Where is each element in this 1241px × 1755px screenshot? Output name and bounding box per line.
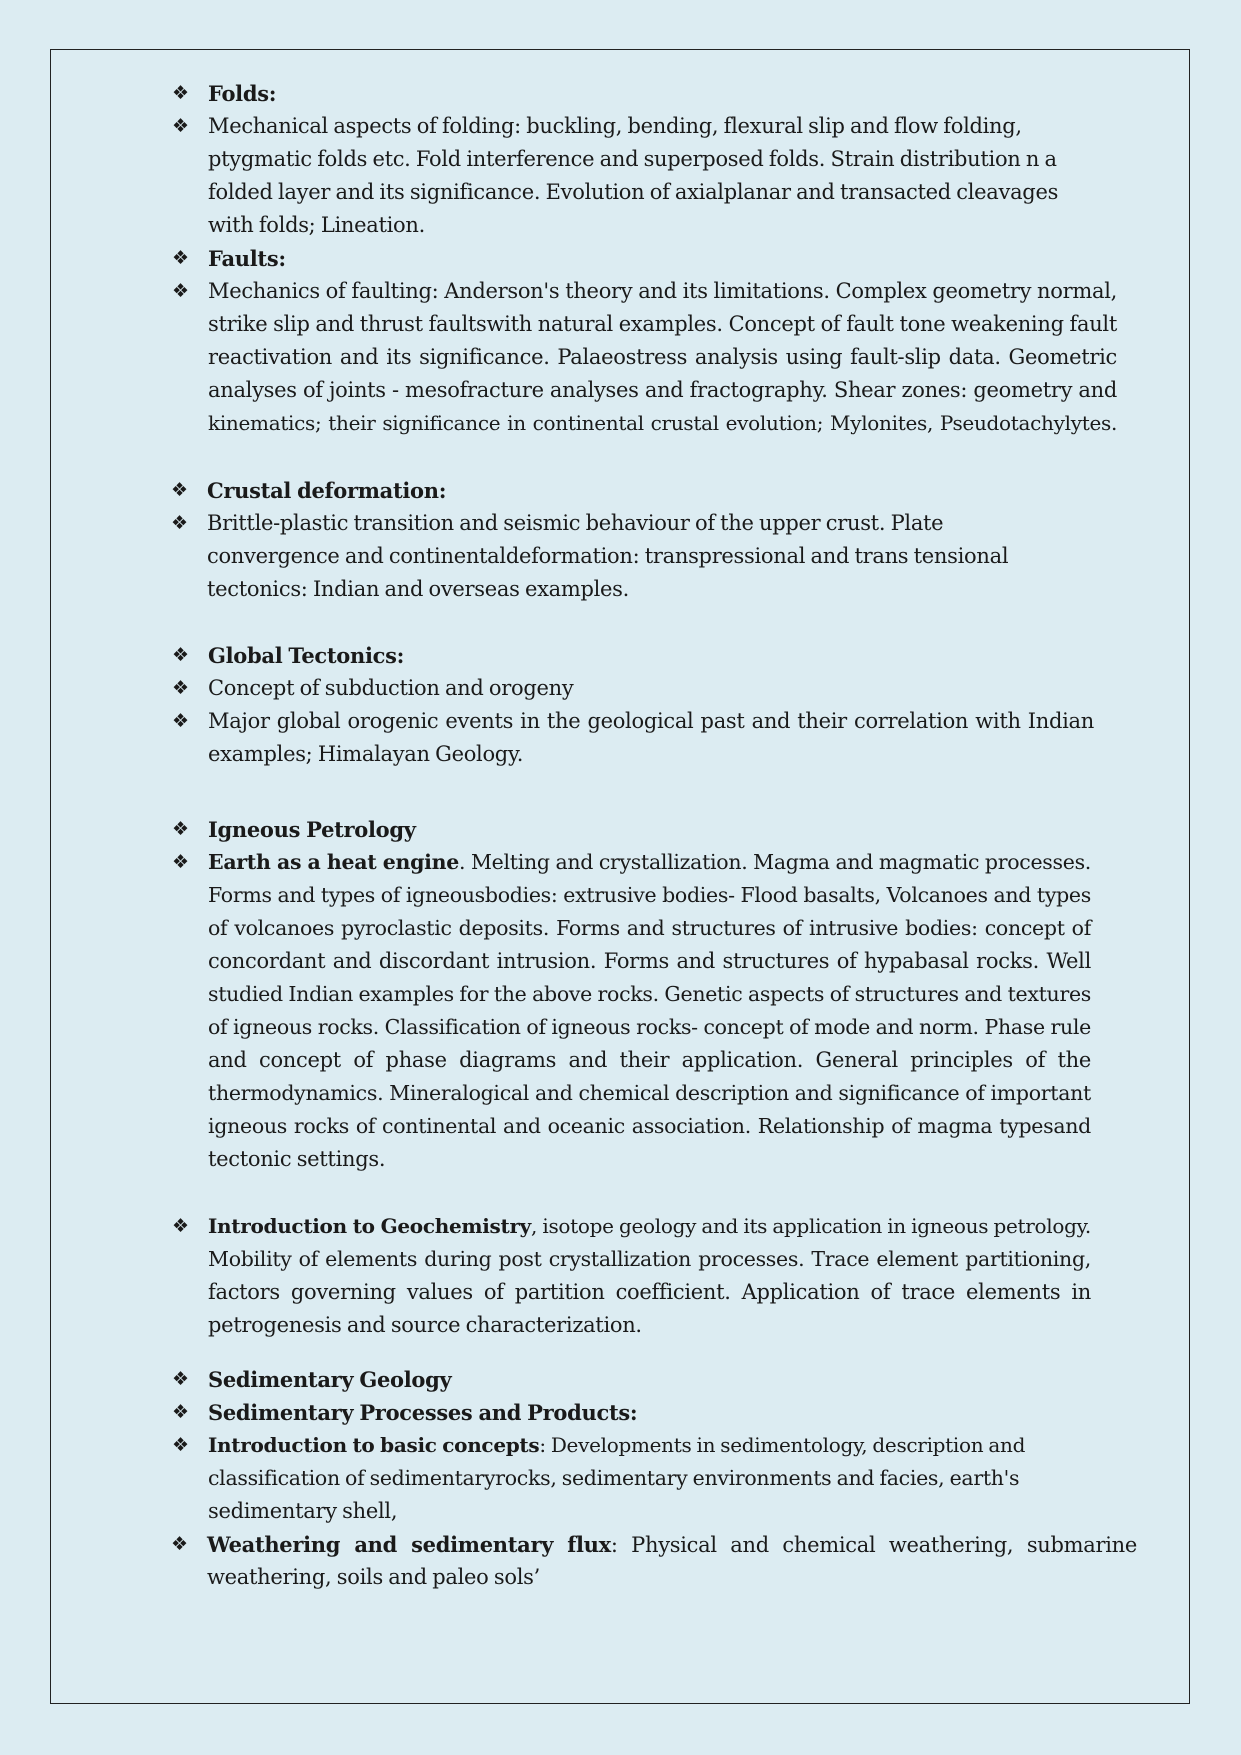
igneous-line-4: concordant and discordant intrusion. Forms and structures of hypabasal rocks. Well [208, 949, 1091, 973]
folds-line-4: with folds; Lineation. [208, 213, 425, 237]
weathering-block [207, 1528, 1137, 1594]
igneous-line-1: ❖ Earth as a heat engine. Melting and crystallization. Magma and magmatic processes. [208, 846, 1091, 879]
crustal-heading: ❖ Crustal deformation: [207, 474, 1007, 507]
crustal-line-2: convergence and continentaldeformation: transpressional and trans tensional [207, 544, 1009, 568]
igneous-line-7: and concept of phase diagrams and their application. General principles of the [208, 1048, 1091, 1072]
faults-heading: ❖ Faults: [208, 242, 1117, 275]
geochem-line-2: Mobility of elements during post crystallization processes. Trace element partitioning, [208, 1247, 1091, 1271]
sedimentary-heading: ❖ Sedimentary Geology [208, 1363, 1038, 1396]
faults-line-4: analyses of joints - mesofracture analyses and fractography. Shear zones: geometry and [208, 378, 1117, 402]
folds-line-1: ❖ Mechanical aspects of folding: buckling, bending, flexural slip and flow folding, [208, 110, 1117, 143]
folds-line-3: folded layer and its significance. Evolution of axialplanar and transacted cleavages [208, 180, 1059, 204]
weathering-line-2: weathering, soils and paleo sols’ [207, 1565, 540, 1589]
sedimentary-intro-line-3: sedimentary shell, [208, 1499, 398, 1523]
crustal-deformation-block [207, 474, 1007, 606]
global-item-1: ❖ Concept of subduction and orogeny [208, 672, 1094, 705]
igneous-line-3: of volcanoes pyroclastic deposits. Forms and structures of intrusive bodies: concept of [208, 916, 1091, 940]
global-tectonics-block [208, 639, 1094, 771]
igneous-line-6: of igneous rocks. Classification of igneous rocks- concept of mode and norm. Phase rule [208, 1015, 1091, 1039]
igneous-line-5: studied Indian examples for the above rocks. Genetic aspects of structures and textures [208, 982, 1091, 1006]
faults-line-1: ❖ Mechanics of faulting: Anderson's theory and its limitations. Complex geometry normal, [208, 275, 1117, 308]
sedimentary-intro-line-2: classification of sedimentaryrocks, sedimentary environments and facies, earth's [208, 1466, 1020, 1490]
faults-line-3: reactivation and its significance. Palaeostress analysis using fault-slip data. Geometric [208, 345, 1117, 369]
geochem-line-4: petrogenesis and source characterization. [208, 1313, 642, 1337]
igneous-line-10: tectonic settings. [208, 1147, 386, 1171]
igneous-line-2: Forms and types of igneousbodies: extrusive bodies- Flood basalts, Volcanoes and types [208, 883, 1091, 907]
faults-line-2: strike slip and thrust faultswith natural examples. Concept of fault tone weakening fault [208, 312, 1117, 336]
sedimentary-processes-heading: ❖ Sedimentary Processes and Products: [208, 1396, 1038, 1429]
igneous-line-8: thermodynamics. Mineralogical and chemical description and significance of important [208, 1081, 1091, 1105]
folds-line-2: ptygmatic folds etc. Fold interference and superposed folds. Strain distribution n a [208, 147, 1057, 171]
weathering-line-1: ❖ Weathering and sedimentary flux: Physical and chemical weathering, submarine [207, 1528, 1137, 1561]
global-item-2-line-2: examples; Himalayan Geology. [208, 742, 524, 766]
igneous-petrology-block [208, 813, 1091, 1176]
sedimentary-intro-line-1: ❖ Introduction to basic concepts: Developments in sedimentology, description and [208, 1429, 1038, 1462]
global-heading: ❖ Global Tectonics: [208, 639, 1094, 672]
folds-heading: ❖ Folds: [208, 77, 1117, 110]
structural-geology-block [208, 77, 1117, 440]
geochem-line-1: ❖ Introduction to Geochemistry, isotope geology and its application in igneous petrology. [208, 1210, 1091, 1243]
crustal-line-3: tectonics: Indian and overseas examples. [207, 577, 629, 601]
geochem-line-3: factors governing values of partition coefficient. Application of trace elements in [208, 1280, 1091, 1304]
sedimentary-geology-block [208, 1363, 1038, 1528]
igneous-heading: ❖ Igneous Petrology [208, 813, 1091, 846]
igneous-line-9: igneous rocks of continental and oceanic association. Relationship of magma typesand [208, 1114, 1091, 1138]
faults-line-5: kinematics; their significance in continental crustal evolution; Mylonites, Pseudotachylytes. [208, 411, 1117, 435]
global-item-2-line-1: ❖ Major global orogenic events in the geological past and their correlation with Indian [208, 705, 1094, 738]
geochemistry-block [208, 1210, 1091, 1342]
crustal-line-1: ❖ Brittle-plastic transition and seismic behaviour of the upper crust. Plate [207, 507, 1007, 540]
